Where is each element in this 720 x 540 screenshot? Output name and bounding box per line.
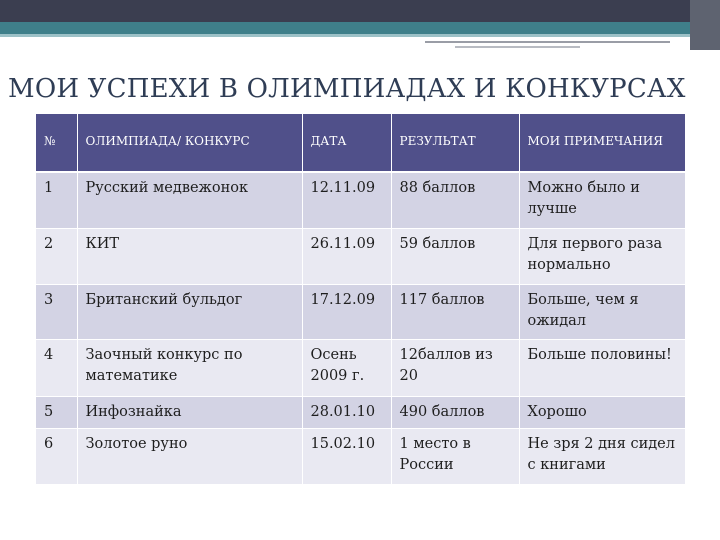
cell-date: 15.02.10 — [302, 428, 391, 484]
header-olympiad: ОЛИМПИАДА/ КОНКУРС — [77, 114, 302, 172]
cell-notes: Для первого раза нормально — [519, 228, 685, 284]
cell-olympiad: Золотое руно — [77, 428, 302, 484]
header-date: ДАТА — [302, 114, 391, 172]
cell-number: 4 — [36, 339, 77, 396]
table-header-row — [36, 114, 685, 172]
table-row — [36, 172, 685, 228]
cell-notes: Больше, чем я ожидал — [519, 284, 685, 339]
cell-result: 12баллов из 20 — [391, 339, 519, 396]
cell-result: 1 место в России — [391, 428, 519, 484]
cell-result: 490 баллов — [391, 396, 519, 428]
table-row — [36, 396, 685, 428]
table-row — [36, 228, 685, 284]
cell-olympiad: Инфознайка — [77, 396, 302, 428]
cell-date: 28.01.10 — [302, 396, 391, 428]
decor-line — [455, 46, 580, 48]
cell-olympiad: КИТ — [77, 228, 302, 284]
cell-notes: Не зря 2 дня сидел с книгами — [519, 428, 685, 484]
cell-olympiad: Британский бульдог — [77, 284, 302, 339]
cell-olympiad: Заочный конкурс по математике — [77, 339, 302, 396]
header-result: РЕЗУЛЬТАТ — [391, 114, 519, 172]
cell-number: 2 — [36, 228, 77, 284]
cell-date: 26.11.09 — [302, 228, 391, 284]
cell-result: 117 баллов — [391, 284, 519, 339]
cell-date: 12.11.09 — [302, 172, 391, 228]
header-number: № — [36, 114, 77, 172]
cell-date: 17.12.09 — [302, 284, 391, 339]
table-row — [36, 284, 685, 339]
cell-notes: Больше половины! — [519, 339, 685, 396]
corner-decor-block — [690, 0, 720, 50]
table-row — [36, 339, 685, 396]
header-notes: МОИ ПРИМЕЧАНИЯ — [519, 114, 685, 172]
teal-decor-strip-light — [0, 34, 720, 37]
cell-olympiad: Русский медвежонок — [77, 172, 302, 228]
cell-date: Осень 2009 г. — [302, 339, 391, 396]
olympiad-results-table — [36, 114, 685, 485]
cell-result: 59 баллов — [391, 228, 519, 284]
cell-number: 5 — [36, 396, 77, 428]
cell-result: 88 баллов — [391, 172, 519, 228]
decor-line — [425, 41, 670, 43]
cell-number: 3 — [36, 284, 77, 339]
cell-number: 6 — [36, 428, 77, 484]
top-decor-band — [0, 0, 720, 22]
cell-notes: Хорошо — [519, 396, 685, 428]
cell-number: 1 — [36, 172, 77, 228]
slide-title: МОИ УСПЕХИ В ОЛИМПИАДАХ И КОНКУРСАХ — [8, 74, 686, 104]
teal-decor-strip — [0, 22, 720, 34]
cell-notes: Можно было и лучше — [519, 172, 685, 228]
table-row — [36, 428, 685, 484]
